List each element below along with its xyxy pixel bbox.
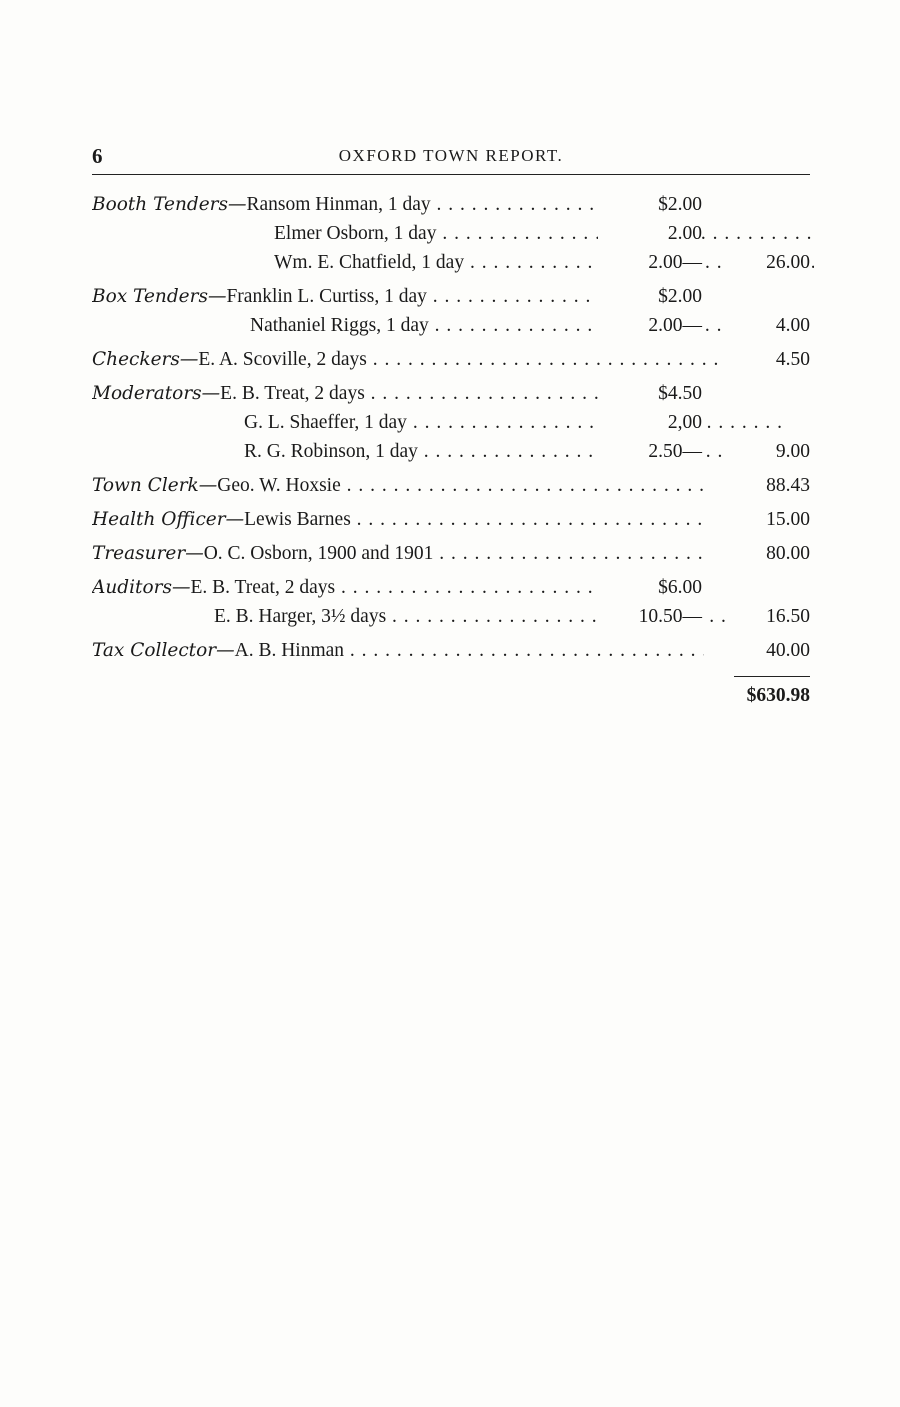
running-title: OXFORD TOWN REPORT. [338,146,564,165]
payee-name: E. A. Scoville, 2 days . . . [198,349,722,370]
payee-name: G. L. Shaeffer, 1 day . . . [244,412,784,433]
payee-name: R. G. Robinson, 1 day . . . [244,441,784,462]
subtotal-amount: 9.00 [726,437,810,466]
page-number: 6 [92,144,103,168]
payee-name: Nathaniel Riggs, 1 day . . . [250,315,790,336]
payee-name: Franklin L. Curtiss, 1 day . . . [226,286,632,307]
ledger-row [92,190,810,219]
subtotal-amount: 40.00 [726,636,810,665]
item-amount: 10.50— [598,602,702,631]
item-amount: $2.00 [598,190,702,219]
item-amount: $6.00 [598,573,702,602]
item-amount: $4.50 [598,379,702,408]
total-rule [734,676,810,677]
ledger-row [92,248,810,277]
item-amount: 2.00— [598,311,702,340]
ledger-row [92,573,810,602]
item-amount: 2.00 [598,219,702,248]
expense-ledger [92,190,810,665]
subtotal-amount: 16.50 [726,602,810,631]
category-label: Moderators— [92,383,221,404]
ledger-row [92,602,810,631]
subtotal-amount: 4.00 [726,311,810,340]
subtotal-amount: 15.00 [726,505,810,534]
payee-name: Wm. E. Chatfield, 1 day . . . [274,252,814,273]
payee-name: A. B. Hinman . . . [235,640,704,661]
category-label: Treasurer— [92,543,204,564]
ledger-row [92,636,810,665]
category-label: Tax Collector— [92,640,235,661]
payee-name: Geo. W. Hoxsie . . . [217,475,704,496]
payee-name: O. C. Osborn, 1900 and 1901 . . . [204,543,704,564]
ledger-row [92,505,810,534]
category-label: Booth Tenders— [92,194,247,215]
payee-name: E. B. Harger, 3½ days . . . [214,606,754,627]
category-label: Checkers— [92,349,199,370]
category-label: Town Clerk— [92,475,218,496]
grand-total: $630.98 [746,685,810,706]
ledger-row [92,311,810,340]
ledger-row [92,408,810,437]
item-amount: 2.00— [598,248,702,277]
payee-name: Lewis Barnes . . . [244,509,704,530]
item-amount: 2,00 [598,408,702,437]
subtotal-amount: 80.00 [726,539,810,568]
item-amount: 2.50— [598,437,702,466]
ledger-row [92,282,810,311]
category-label: Box Tenders— [92,286,227,307]
ledger-row [92,379,810,408]
subtotal-amount: 88.43 [726,471,810,500]
category-label: Auditors— [92,577,191,598]
item-amount: $2.00 [598,282,702,311]
payee-name: E. B. Treat, 2 days . . . [190,577,632,598]
subtotal-amount: 26.00 [726,248,810,277]
payee-name: Elmer Osborn, 1 day . . . [274,223,814,244]
subtotal-amount: 4.50 [726,345,810,374]
ledger-row [92,219,810,248]
ledger-row [92,345,810,374]
payee-name: E. B. Treat, 2 days . . . [220,383,632,404]
ledger-row [92,539,810,568]
page-header [92,140,810,175]
ledger-row [92,471,810,500]
payee-name: Ransom Hinman, 1 day . . . [247,194,633,215]
category-label: Health Officer— [92,509,245,530]
ledger-row [92,437,810,466]
